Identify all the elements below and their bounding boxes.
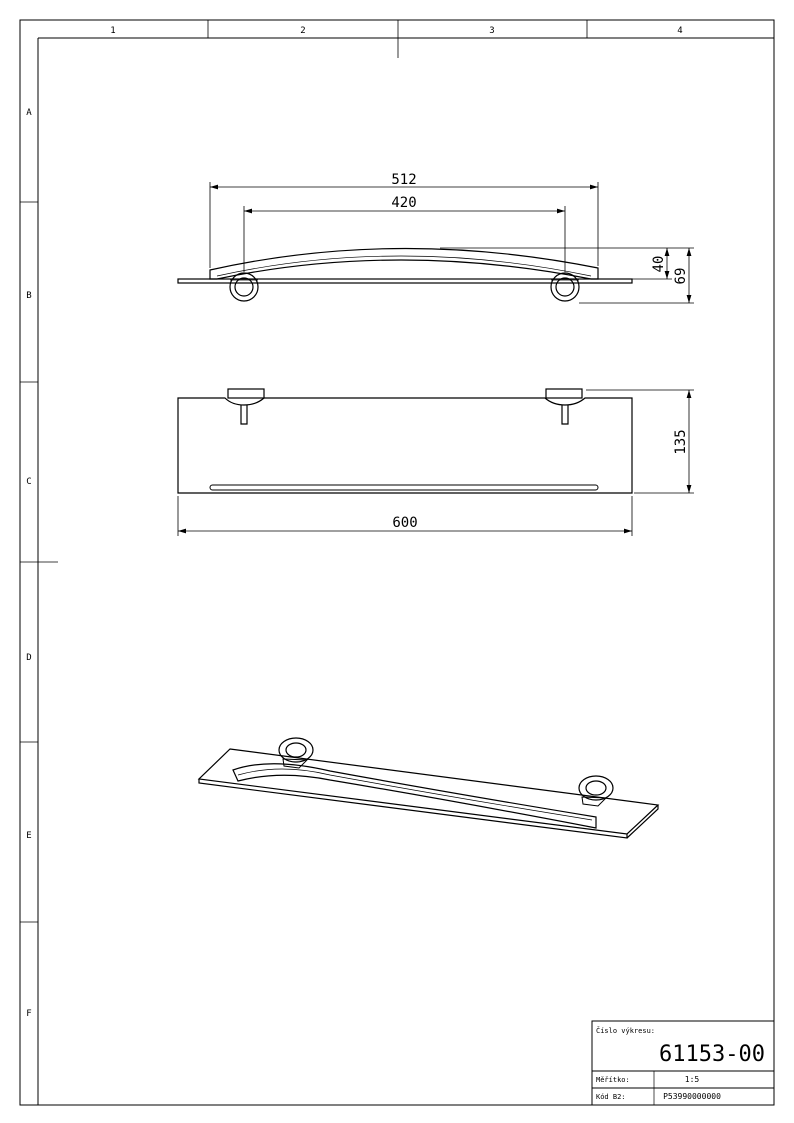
glass-shelf-top	[178, 398, 632, 493]
side-view	[178, 248, 632, 301]
isometric-view	[199, 738, 658, 838]
top-view-dimensions	[178, 390, 694, 536]
mount-top-right	[546, 389, 582, 398]
top-view	[178, 389, 632, 493]
drawing-number: 61153-00	[659, 1042, 765, 1067]
dimension-512: 512	[391, 172, 417, 188]
dimension-69: 69	[673, 267, 689, 285]
scale-label: Měřítko:	[596, 1076, 630, 1084]
zone-row-f: F	[26, 1009, 32, 1019]
dimension-420: 420	[391, 195, 417, 211]
dimension-40: 40	[651, 255, 667, 273]
wall-mount-left	[230, 273, 258, 301]
zone-col-2: 2	[300, 26, 306, 36]
mount-top-left	[228, 389, 264, 398]
zone-labels	[26, 26, 682, 1019]
side-view-dimensions	[210, 182, 694, 303]
code-value: P53990000000	[663, 1092, 721, 1101]
wall-mount-iso-right	[579, 776, 613, 806]
curved-rail	[210, 248, 598, 279]
drawing-number-label: Číslo výkresu:	[596, 1027, 656, 1035]
zone-col-3: 3	[489, 26, 495, 36]
zone-row-e: E	[26, 831, 32, 841]
zone-row-b: B	[26, 291, 32, 301]
bracket-right	[562, 405, 568, 424]
front-rail	[210, 485, 598, 490]
wall-mount-right	[551, 273, 579, 301]
wall-mount-iso-left	[279, 738, 313, 768]
zone-col-1: 1	[110, 26, 116, 36]
dimension-600: 600	[392, 515, 418, 531]
dimension-135: 135	[673, 429, 689, 455]
bracket-left	[241, 405, 247, 424]
scale-value: 1:5	[684, 1075, 700, 1084]
code-label: Kód B2:	[596, 1093, 626, 1101]
zone-row-a: A	[26, 108, 32, 118]
zone-col-4: 4	[677, 26, 683, 36]
zone-row-d: D	[26, 653, 32, 663]
zone-row-c: C	[26, 477, 32, 487]
